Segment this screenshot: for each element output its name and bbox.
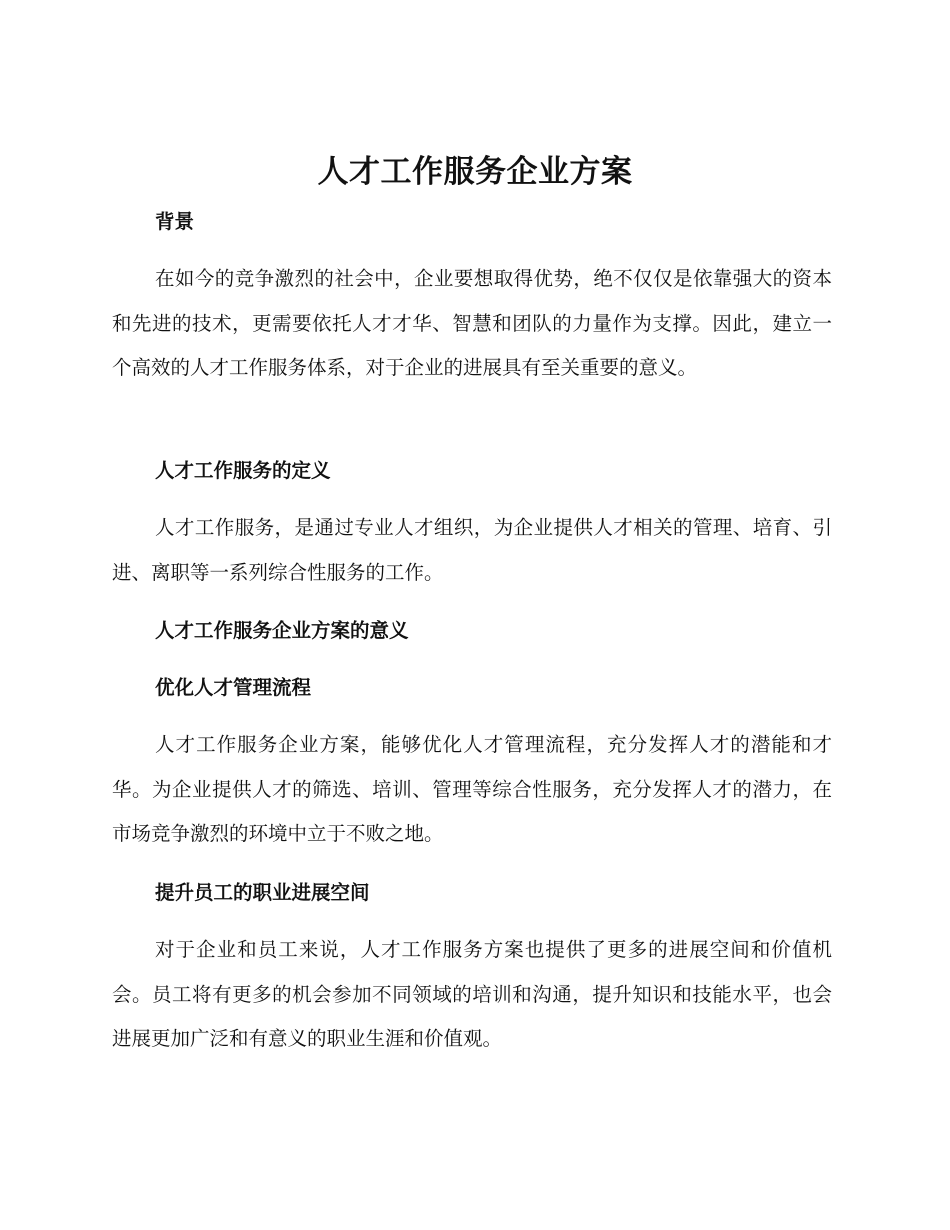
section-paragraph-optimize: 人才工作服务企业方案，能够优化人才管理流程，充分发挥人才的潜能和才华。为企业提供人才的筛选、培训、管理等综合性服务，充分发挥人才的潜力，在市场竞争激烈的环境中立于不败之地。 — [112, 733, 832, 845]
section-heading-definition: 人才工作服务的定义 — [155, 459, 331, 482]
section-paragraph-background: 在如今的竞争激烈的社会中，企业要想取得优势，绝不仅仅是依靠强大的资本和先进的技术，更需要依托人才才华、智慧和团队的力量作为支撑。因此，建立一个高效的人才工作服务体系，对于企业的进展具有至关重要的意义。 — [112, 267, 832, 379]
document-title: 人才工作服务企业方案 — [317, 154, 633, 190]
section-paragraph-definition: 人才工作服务，是通过专业人才组织，为企业提供人才相关的管理、培育、引进、离职等一系列综合性服务的工作。 — [112, 516, 832, 584]
section-paragraph-career: 对于企业和员工来说，人才工作服务方案也提供了更多的进展空间和价值机会。员工将有更多的机会参加不同领域的培训和沟通，提升知识和技能水平，也会进展更加广泛和有意义的职业生涯和价值观。 — [112, 938, 832, 1050]
section-heading-optimize: 优化人才管理流程 — [155, 676, 312, 699]
section-heading-career: 提升员工的职业进展空间 — [155, 881, 370, 904]
section-heading-significance: 人才工作服务企业方案的意义 — [155, 619, 409, 642]
section-heading-background: 背景 — [155, 210, 195, 233]
